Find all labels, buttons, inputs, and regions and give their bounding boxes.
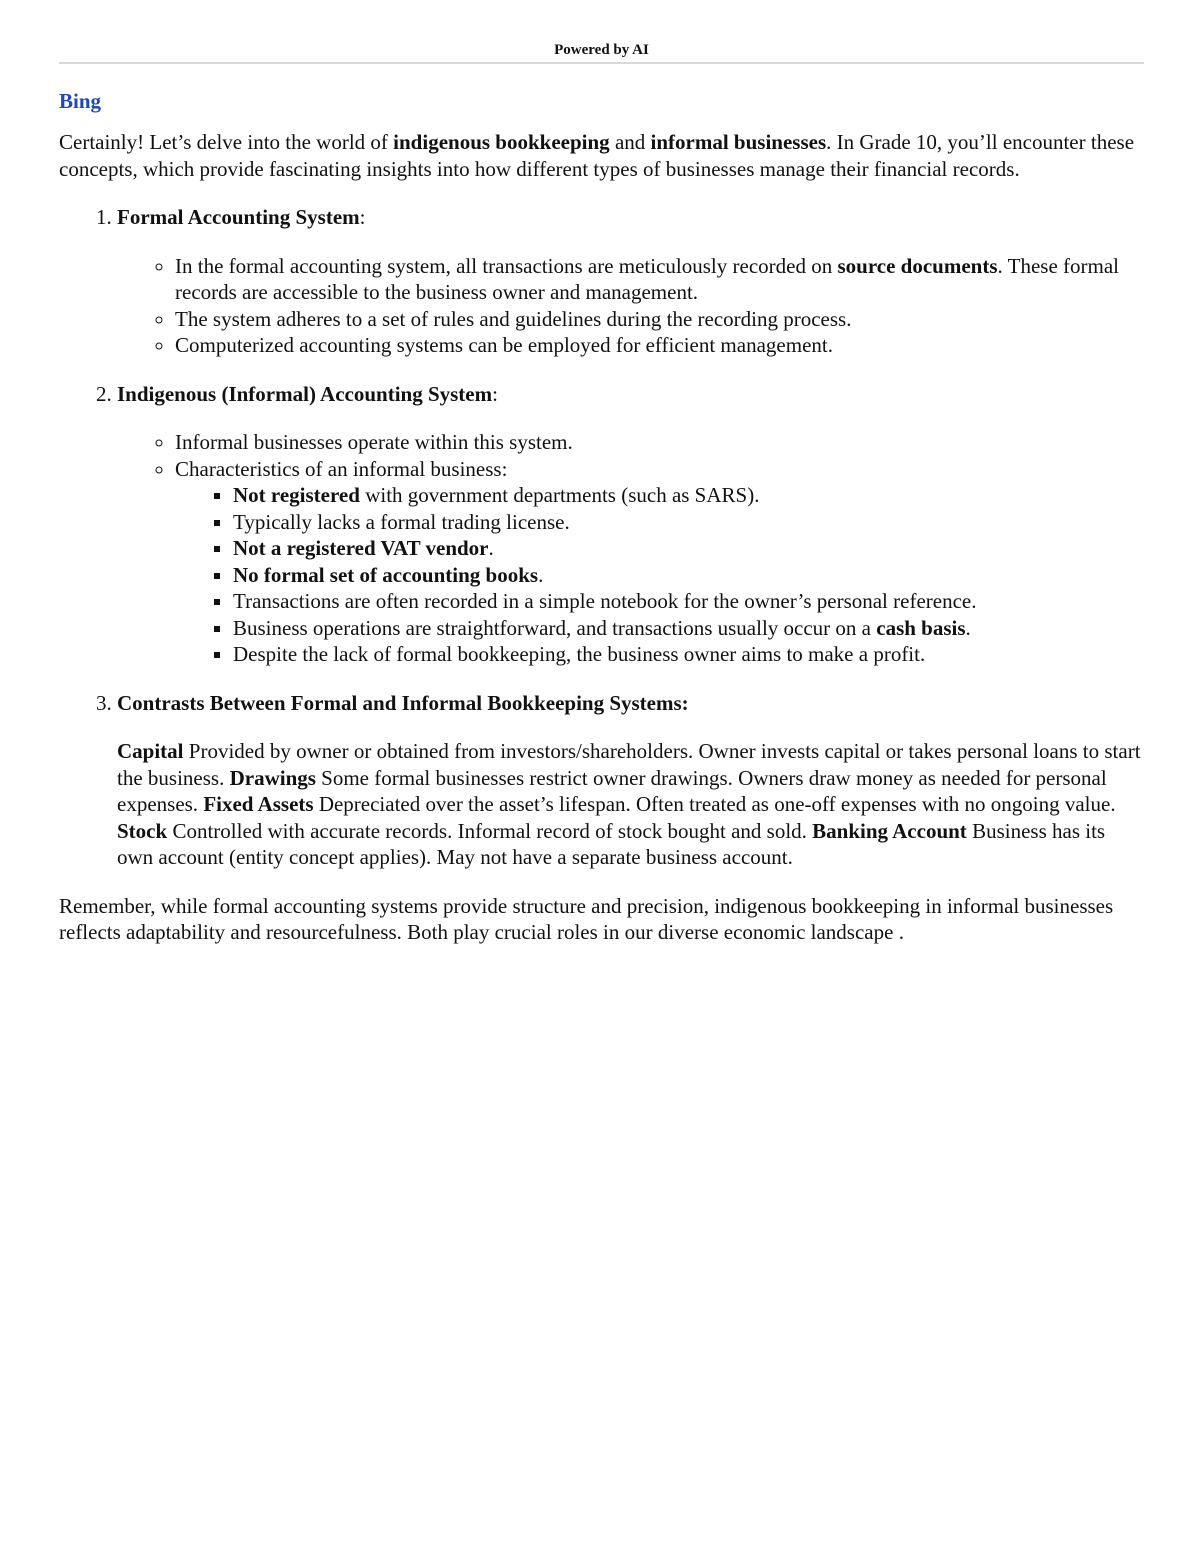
intro-bold-indigenous: indigenous bookkeeping <box>393 130 610 154</box>
list-item: ◦ In the formal accounting system, all transactions are meticulously recorded on source documents. These formal records are accessible to the business owner and management. <box>175 253 1144 306</box>
list-item: ◦ Computerized accounting systems can be employed for efficient management. <box>175 332 1144 359</box>
closing-paragraph: Remember, while formal accounting systems provide structure and precision, indigenous bookkeeping in informal businesses reflects adaptability and resourcefulness. Both play crucial roles in our diverse economic landscape . <box>59 893 1114 944</box>
list-item: ▪ Transactions are often recorded in a simple notebook for the owner’s personal reference. <box>233 588 1144 615</box>
section-informal: 2. Indigenous (Informal) Accounting System: ◦ Informal businesses operate within this system. ◦ Characteristics of an informal business: ▪ Not registered with government departments (such as SARS). ▪ Typically lacks a formal trading license. ▪ Not a registered VAT vendor. ▪ No formal set of accounting books. ▪ Transactions are often recorded in a simple notebook for the owner’s personal reference. ▪ Business operations are straightforward, and transactions usually occur on a cash basis. ▪ Despite the lack of formal bookkeeping, the business owner aims to make a profit. <box>117 381 1144 668</box>
sections-list <box>59 204 1144 871</box>
list-item: ▪ Not registered with government departments (such as SARS). <box>233 482 1144 509</box>
list-item: ▪ Despite the lack of formal bookkeeping, the business owner aims to make a profit. <box>233 641 1144 668</box>
list-item: ◦ Characteristics of an informal business: ▪ Not registered with government departments (such as SARS). ▪ Typically lacks a formal trading license. ▪ Not a registered VAT vendor. ▪ No formal set of accounting books. ▪ Transactions are often recorded in a simple notebook for the owner’s personal reference. ▪ Business operations are straightforward, and transactions usually occur on a cash basis. ▪ Despite the lack of formal bookkeeping, the business owner aims to make a profit. <box>175 456 1144 668</box>
section-contrasts <box>117 690 1144 871</box>
informal-bullets <box>117 429 1144 668</box>
characteristics-list <box>175 482 1144 668</box>
contrasts-paragraph: Capital Provided by owner or obtained from investors/shareholders. Owner invests capital or takes personal loans to start the business. Drawings Some formal businesses restrict owner drawings. Owners draw money as needed for personal expenses. Fixed Assets Depreciated over the asset’s lifespan. Often treated as one-off expenses with no ongoing value. Stock Controlled with accurate records. Informal record of stock bought and sold. Banking Account Business has its own account (entity concept applies). May not have a separate business account. <box>117 739 1141 869</box>
section-title: Indigenous (Informal) Accounting System <box>117 381 493 406</box>
intro-paragraph: Certainly! Let’s delve into the world of indigenous bookkeeping and informal businesses. In Grade 10, you’ll encounter these concepts, which provide fascinating insights into how different types of businesses manage their financial records. <box>59 130 1135 181</box>
list-item: ▪ Typically lacks a formal trading license. <box>233 509 1144 536</box>
intro-bold-informal: informal businesses <box>650 130 827 154</box>
formal-bullets <box>117 253 1144 359</box>
list-item: ▪ Business operations are straightforward, and transactions usually occur on a cash basis. <box>233 615 1144 642</box>
document-page <box>59 0 1144 946</box>
list-item: ◦ The system adheres to a set of rules and guidelines during the recording process. <box>175 306 1144 333</box>
section-title: Formal Accounting System <box>117 205 360 229</box>
section-title: Contrasts Between Formal and Informal Bookkeeping Systems: <box>117 690 689 715</box>
list-item: ▪ Not a registered VAT vendor. <box>233 535 1144 562</box>
brand-title: Bing <box>59 89 102 113</box>
list-item: ▪ No formal set of accounting books. <box>233 562 1144 589</box>
powered-by-header: Powered by AI <box>59 0 1144 64</box>
section-formal: 1. Formal Accounting System: ◦ In the formal accounting system, all transactions are meticulously recorded on source documents. These formal records are accessible to the business owner and management. ◦ The system adheres to a set of rules and guidelines during the recording process. ◦ Computerized accounting systems can be employed for efficient management. <box>117 204 1144 359</box>
list-item: ◦ Informal businesses operate within this system. <box>175 429 1144 456</box>
